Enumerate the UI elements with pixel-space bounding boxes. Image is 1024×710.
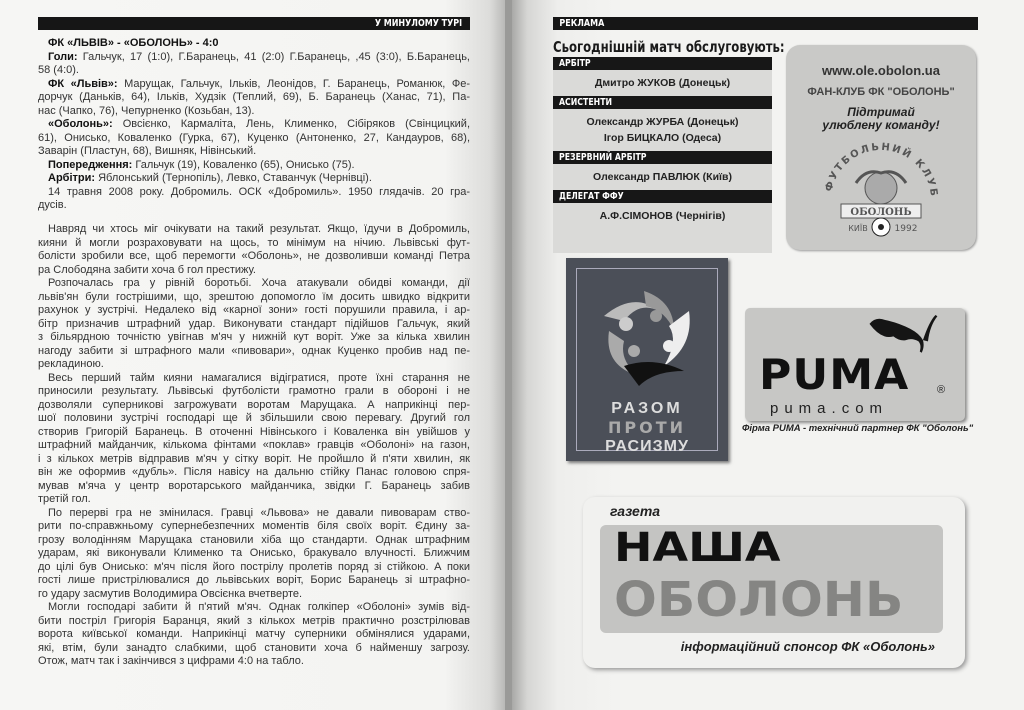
- line-text: болісти зробили все, щоб перемогти «Оболонь», не дозволивши команді Петра: [38, 250, 470, 262]
- reserve-label: РЕЗЕРВНИЙ АРБІТР: [559, 152, 647, 163]
- line-text: 14 травня 2008 року. Добромиль. ОСК «Добромиль». 1950 глядачів. 20 гра-: [48, 185, 470, 198]
- text-line: [38, 507, 470, 521]
- text-line: [38, 439, 470, 453]
- anti-racism-line-1: РАЗОМ: [611, 400, 683, 417]
- line-text: По перерві гра не змінилася. Гравці «Львова» не давали пивоварам ство-: [48, 506, 470, 519]
- text-line: [38, 51, 470, 65]
- left-page: [0, 0, 505, 710]
- line-text: Розпочалась гра у рівній боротьбі. Хоча атакували обидві команди, дії: [48, 277, 470, 289]
- anti-racism-line-3: РАСИЗМУ: [605, 438, 689, 455]
- line-text: 61), Онисько, Коваленко (Гурка, 67), Куценко (Антоненко, 27, Кандауров, 68),: [38, 131, 470, 144]
- text-line: [38, 399, 470, 413]
- referee-header: [553, 57, 772, 70]
- line-text: Навряд чи хтось міг очікувати на такий результат. Якщо, їдучи в Добромиль,: [48, 223, 470, 235]
- puma-domain[interactable]: puma.com: [770, 400, 889, 417]
- line-text: Весь перший тайм кияни намагалися відігратися, проте їхні старання не: [48, 371, 470, 384]
- ad-label: РЕКЛАМА: [559, 18, 605, 29]
- text-line: [38, 64, 470, 78]
- line-text: ворота київської команди. Наприкінці матчу суперники обмінялися ударами,: [38, 628, 470, 640]
- line-text: ударам, які виконували Клименко та Онисько, бракувало влучності. Ближчим: [38, 547, 470, 559]
- spine: [505, 0, 512, 710]
- anti-racism-line-2: ПРОТИ: [607, 418, 687, 437]
- text-line: [38, 642, 470, 656]
- line-text: мував м'яча у центр воротарського майданчика, звідки Г. Баранець забив: [38, 479, 470, 492]
- assistants-label: АСИСТЕНТИ: [559, 97, 613, 108]
- text-line: [38, 385, 470, 399]
- newspaper-sponsor: інформаційний спонсор ФК «Оболонь»: [680, 639, 935, 654]
- assistants-header: [553, 96, 772, 109]
- assistants-names: [553, 109, 772, 151]
- text-line: [38, 132, 470, 146]
- delegate-header: [553, 190, 772, 203]
- text-line: [38, 78, 470, 92]
- newspaper-title-2: ОБОЛОНЬ: [614, 572, 904, 628]
- text-line: [38, 37, 470, 51]
- obolon-club-logo-icon: [816, 138, 946, 238]
- fanclub-url[interactable]: www.ole.obolon.ua: [822, 63, 940, 78]
- assistant-2: Ігор БИЦКАЛО (Одеса): [603, 132, 722, 144]
- line-text: дусів.: [38, 199, 67, 211]
- delegate-name: А.Ф.СІМОНОВ (Чернігів): [599, 210, 726, 222]
- puma-registered: ®: [937, 384, 946, 396]
- bold-label: Арбітри:: [48, 172, 96, 184]
- text-line: [38, 223, 470, 237]
- newspaper-label: газета: [610, 503, 661, 519]
- text-line: [38, 480, 470, 494]
- text-line: [38, 304, 470, 318]
- line-text: кияни й могли розраховувати на щось, то мінімум на нічию. Львівські фут-: [38, 236, 470, 249]
- line-text: нас (Чапко, 76), Чепурненко (Козьбан, 13).: [38, 104, 255, 117]
- bold-label: «Оболонь»:: [48, 118, 113, 130]
- match-article: [38, 223, 470, 669]
- text-line: [38, 493, 470, 507]
- line-text: шої половини зустрічі господарі ще й збільшили свою перевагу. Другий гол: [38, 412, 470, 424]
- text-line: [38, 412, 470, 426]
- text-line: [38, 534, 470, 548]
- text-line: [38, 331, 470, 345]
- line-text: Гальчук (19), Коваленко (65), Онисько (75).: [132, 158, 355, 171]
- text-line: [38, 118, 470, 132]
- slogan-line-1: Підтримай: [847, 105, 915, 119]
- logo-name: ОБОЛОНЬ: [850, 207, 912, 218]
- line-text: рити по-справжньому супернебезпечних моментів біля своїх воріт. Єдину за-: [38, 520, 470, 532]
- puma-cat-icon: [845, 310, 960, 354]
- text-line: [38, 358, 470, 372]
- puma-ad: [745, 308, 965, 421]
- text-line: [38, 520, 470, 534]
- bold-label: Голи:: [48, 50, 78, 63]
- officials-box: [553, 57, 772, 253]
- line-text: дорчук (Даньків, 64), Ільків, Худзік (Теплий, 69), Б. Баранець (Ханас, 71), Па-: [38, 91, 470, 103]
- text-line: [38, 277, 470, 291]
- referee-name: Дмитро ЖУКОВ (Донецьк): [594, 77, 731, 89]
- puma-wordmark: PUMA: [759, 350, 910, 399]
- line-text: які, втім, були занадто слабкими, щоб становити хоча б найменшу загрозу.: [38, 641, 470, 654]
- line-text: го удару засмутив Володимира Овсієнка вчетверте.: [38, 587, 303, 600]
- logo-city: КИЇВ: [848, 224, 868, 233]
- text-line: [38, 453, 470, 467]
- line-text: Могли господарі забити й п'ятий м'яч. Однак голкіпер «Оболоні» зумів від-: [48, 601, 470, 613]
- text-line: [38, 574, 470, 588]
- line-text: львів'ян були гострішими, що, зрештою допомогло їм досить швидко відкрити: [38, 290, 470, 303]
- text-line: [38, 199, 470, 213]
- text-line: [38, 145, 470, 159]
- bold-label: ФК «Львів»:: [48, 77, 118, 90]
- line-text: третій гол.: [38, 493, 91, 505]
- line-text: до цілі був Онисько: м'яч після його пострілу пролетів поряд зі стійкою. А поки: [38, 560, 470, 573]
- line-text: ра Слободяна забити хоча б гол престижу.: [38, 263, 256, 276]
- line-text: 58 (4:0).: [38, 64, 79, 76]
- text-line: [38, 91, 470, 105]
- line-text: бітр призначив штрафний удар. Виконувати стандарт підійшов Гальчук, який: [38, 317, 470, 330]
- text-line: [38, 628, 470, 642]
- line-text: грозу володінням Марущака становили хіба що стандарти. Однак штрафним: [38, 533, 470, 546]
- newspaper-logo: [600, 525, 943, 633]
- line-text: рахунок у зустрічі. Недалеко від «карної зони» гості порушили правила, і ар-: [38, 304, 470, 316]
- section-header-bar: [38, 17, 470, 30]
- text-line: [38, 601, 470, 615]
- text-line: [38, 372, 470, 386]
- text-line: [38, 588, 470, 602]
- line-text: рекладиною.: [38, 358, 104, 370]
- line-text: гості лише пристрілювалися до львівських воріт, Борис Баранець зі штрафно-: [38, 574, 470, 586]
- line-text: Гальчук, 17 (1:0), Г.Баранець, 41 (2:0) Г.Баранець, ,45 (3:0), Б.Баранець,: [77, 50, 470, 63]
- line-text: нагоду забити зі штрафного мали «пивовари», однак Куценко пробив над пе-: [38, 344, 470, 357]
- section-label: У МИНУЛОМУ ТУРІ: [374, 18, 462, 29]
- newspaper-title-1: НАША: [614, 525, 781, 571]
- text-line: [38, 105, 470, 119]
- referee-label: АРБІТР: [559, 58, 591, 69]
- text-line: [38, 318, 470, 332]
- newspaper-ad: [583, 497, 965, 668]
- delegate-label: ДЕЛЕГАТ ФФУ: [559, 191, 624, 202]
- text-line: [38, 172, 470, 186]
- text-line: [38, 426, 470, 440]
- reserve-header: [553, 151, 772, 164]
- line-text: Марущак, Гальчук, Ільків, Леонідов, Г. Баранець, Романюк, Фе-: [117, 77, 470, 90]
- text-line: [38, 547, 470, 561]
- fanclub-slogan: [786, 106, 976, 132]
- text-line: [38, 655, 470, 669]
- anti-racism-ad: [566, 258, 728, 461]
- slogan-line-2: улюблену команду!: [822, 118, 940, 132]
- fanclub-ad: [786, 45, 976, 250]
- text-line: [38, 186, 470, 200]
- fanclub-name: ФАН-КЛУБ ФК "ОБОЛОНЬ": [807, 86, 955, 98]
- text-line: [38, 250, 470, 264]
- anti-racism-figures-icon: [594, 286, 704, 386]
- assistant-1: Олександр ЖУРБА (Донецьк): [586, 116, 739, 128]
- ad-header-bar: [553, 17, 978, 30]
- line-text: Заварін (Пластун, 68), Вишняк, Нівінський.: [38, 145, 257, 157]
- line-text: Яблонський (Тернопіль), Левко, Ставанчук (Чернівці).: [95, 172, 372, 184]
- text-line: [38, 561, 470, 575]
- logo-arc-text: ФУТБОЛЬНИЙ КЛУБ: [823, 141, 940, 199]
- line-text: штрафний майданчик, кількома фінтами «поклав» гравців «Оболоні» на газон,: [38, 439, 470, 451]
- line-text: дозволяли суперникові загрожувати воротам Марущака. А наприкінці пер-: [38, 398, 470, 411]
- puma-caption: Фірма PUMA - технічний партнер ФК "Оболонь": [742, 423, 974, 434]
- line-text: він же оформив «дубль». Після навісу на дальню стійку Панас головою спря-: [38, 466, 470, 478]
- text-line: [38, 466, 470, 480]
- bold-label: Попередження:: [48, 158, 133, 171]
- text-line: [38, 291, 470, 305]
- line-text: Овсієнко, Кармаліта, Лень, Клименко, Сібіряков (Свінцицкий,: [112, 118, 470, 130]
- line-text: Отож, матч так і закінчився з цифрами 4:0 на табло.: [38, 655, 304, 667]
- bold-label: ФК «ЛЬВІВ» - «ОБОЛОНЬ» - 4:0: [48, 37, 219, 49]
- line-text: з більярдною точністю увігнав м'яч у нижній кут воріт. Уже за кілька хвилин: [38, 331, 470, 343]
- logo-year: 1992: [894, 224, 918, 234]
- line-text: створив Григорій Баранець. В оточенні Нівінського і Коваленка він увійшов у: [38, 425, 470, 438]
- text-line: [38, 264, 470, 278]
- text-line: [38, 159, 470, 173]
- line-text: бити постріл Григорія Баранця, який з кількох метрів практично розстрілював: [38, 614, 470, 627]
- text-line: [38, 237, 470, 251]
- text-line: [38, 615, 470, 629]
- match-report: [38, 37, 470, 213]
- officials-title: Сьогоднішній матч обслуговують:: [553, 38, 785, 56]
- line-text: приносили результату. Львівські футболісти грамотно грали в обороні і не: [38, 385, 470, 397]
- reserve-name: Олександр ПАВЛЮК (Київ): [593, 171, 732, 183]
- line-text: і з кількох метрів відправив м'яч у сітку воріт. Не пройшло й п'яти хвилин, як: [38, 452, 470, 465]
- text-line: [38, 345, 470, 359]
